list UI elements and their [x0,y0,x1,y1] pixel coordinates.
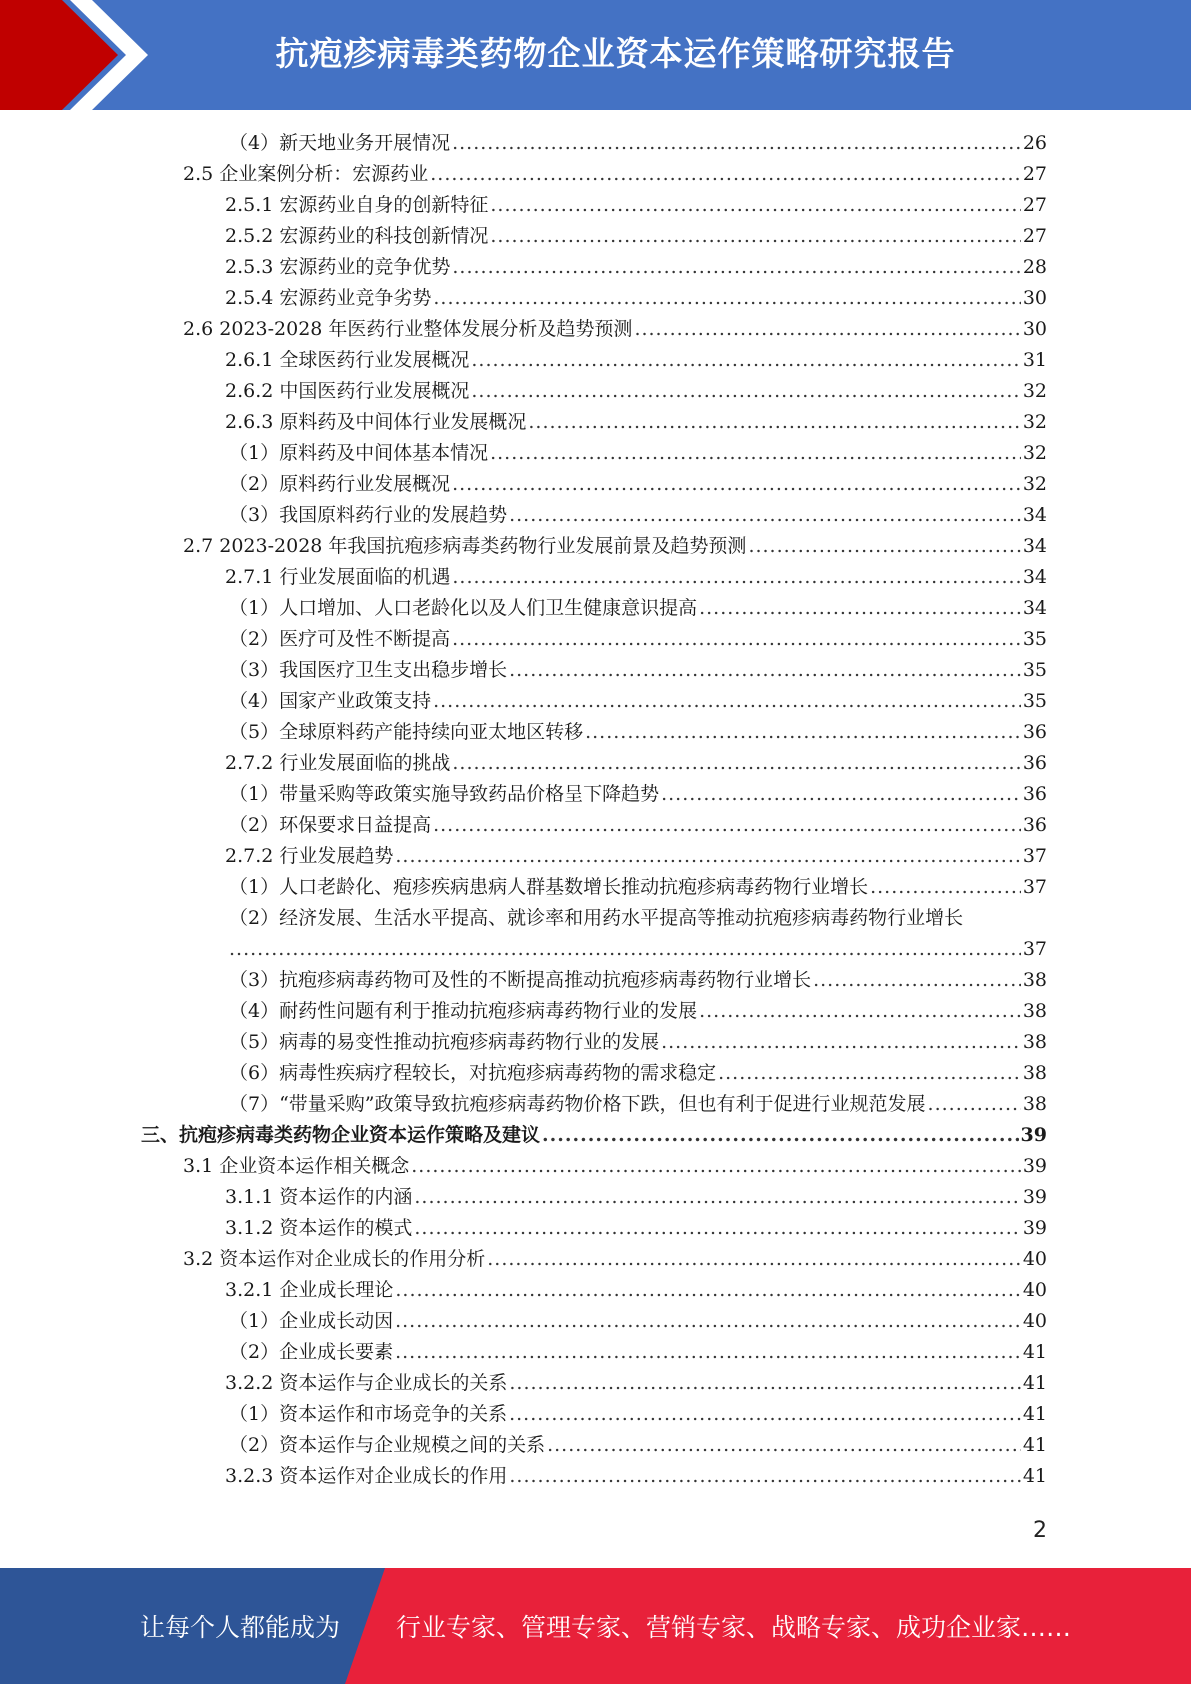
toc-entry-text: （2）环保要求日益提高 [229,814,432,836]
toc-page-number: 32 [1022,411,1047,433]
toc-leader-dots [585,717,1021,748]
toc-entry[interactable] [229,655,1047,686]
toc-entry-text: （1）人口增加、人口老龄化以及人们卫生健康意识提高 [229,597,698,619]
toc-entry-text: 3.2.1 企业成长理论 [225,1279,394,1301]
toc-entry[interactable] [229,1058,1047,1089]
report-title: 抗疱疹病毒类药物企业资本运作策略研究报告 [275,34,956,73]
toc-entry-text: （1）人口老龄化、疱疹疾病患病人群基数增长推动抗疱疹病毒药物行业增长 [229,876,869,898]
toc-entry-text: （6）病毒性疾病疗程较长，对抗疱疹病毒药物的需求稳定 [229,1062,717,1084]
toc-leader-dots [471,376,1020,407]
toc-entry-text: 3.1.2 资本运作的模式 [225,1217,413,1239]
toc-entry-text: （4）新天地业务开展情况 [229,132,451,154]
toc-page-number: 38 [1022,1000,1047,1022]
toc-entry-text: 三、抗疱疹病毒类药物企业资本运作策略及建议 [141,1124,541,1146]
toc-page-number: 38 [1022,1062,1047,1084]
toc-entry-text: 2.6 2023-2028 年医药行业整体发展分析及趋势预测 [183,318,633,340]
toc-entry[interactable] [229,624,1047,655]
toc-leader-dots [547,1430,1021,1461]
toc-leader-dots [414,1213,1020,1244]
toc-entry-text: （3）我国医疗卫生支出稳步增长 [229,659,508,681]
toc-entry[interactable] [229,779,1047,810]
toc-entry[interactable] [183,159,1047,190]
toc-entry[interactable] [225,748,1047,779]
toc-entry[interactable] [141,1120,1047,1151]
toc-page-number: 36 [1022,814,1047,836]
toc-entry-text: 3.1 企业资本运作相关概念 [183,1155,410,1177]
toc-page-number: 34 [1022,535,1047,557]
toc-entry-text: （1）资本运作和市场竞争的关系 [229,1403,508,1425]
toc-entry[interactable] [225,1182,1047,1213]
toc-leader-dots [509,1399,1021,1430]
toc-entry-text: （3）我国原料药行业的发展趋势 [229,504,508,526]
toc-leader-dots [452,252,1020,283]
toc-entry[interactable] [229,810,1047,841]
toc-entry-text: 2.5.3 宏源药业的竞争优势 [225,256,451,278]
toc-leader-dots [490,190,1020,221]
toc-leader-dots [452,748,1020,779]
toc-entry[interactable] [229,996,1047,1027]
toc-page-number: 40 [1022,1310,1047,1332]
toc-entry[interactable] [229,1430,1047,1461]
toc-entry-text: （2）企业成长要素 [229,1341,394,1363]
toc-entry[interactable] [229,1399,1047,1430]
toc-page-number: 39 [1022,1217,1047,1239]
toc-leader-dots [433,283,1020,314]
toc-entry-text: （2）经济发展、生活水平提高、就诊率和用药水平提高等推动抗疱疹病毒药物行业增长 [229,907,964,929]
toc-entry-text: （4）耐药性问题有利于推动抗疱疹病毒药物行业的发展 [229,1000,698,1022]
toc-leader-dots [490,438,1021,469]
toc-page-number: 35 [1022,690,1047,712]
toc-entry[interactable] [225,1461,1047,1492]
toc-page-number: 40 [1022,1248,1047,1270]
toc-page-number: 32 [1022,380,1047,402]
toc-leader-dots [813,965,1021,996]
toc-entry[interactable] [225,376,1047,407]
toc-page-number: 41 [1022,1341,1047,1363]
toc-page-number: 32 [1022,442,1047,464]
toc-leader-dots [928,1089,1021,1120]
toc-page-number: 31 [1022,349,1047,371]
toc-entry[interactable] [229,593,1047,624]
toc-entry-text: （4）国家产业政策支持 [229,690,432,712]
toc-entry[interactable] [183,1151,1047,1182]
toc-leader-dots [634,314,1020,345]
toc-page-number: 34 [1022,566,1047,588]
toc-page-number: 35 [1022,659,1047,681]
toc-leader-dots [699,996,1021,1027]
toc-entry-text: （5）病毒的易变性推动抗疱疹病毒药物行业的发展 [229,1031,660,1053]
toc-entry-text: （1）企业成长动因 [229,1310,394,1332]
toc-leader-dots [452,624,1021,655]
toc-entry[interactable] [229,500,1047,531]
toc-entry-text: 2.5 企业案例分析：宏源药业 [183,163,429,185]
toc-page-number: 37 [1022,938,1047,960]
toc-entry[interactable] [225,407,1047,438]
toc-leader-dots [395,1306,1021,1337]
toc-page-number: 27 [1022,225,1047,247]
toc-page-number: 37 [1022,845,1047,867]
toc-leader-dots [718,1058,1021,1089]
toc-page-number: 39 [1022,1155,1047,1177]
toc-entry[interactable] [229,438,1047,469]
toc-leader-dots [414,1182,1020,1213]
toc-entry[interactable] [225,221,1047,252]
footer-slogan-right: 行业专家、管理专家、营销专家、战略专家、成功企业家…… [396,1613,1072,1642]
toc-leader-dots [471,345,1020,376]
toc-entry-text: 2.5.4 宏源药业竞争劣势 [225,287,432,309]
toc-entry-text: （2）医疗可及性不断提高 [229,628,451,650]
toc-leader-dots [509,655,1021,686]
toc-entry[interactable] [183,1244,1047,1275]
toc-entry[interactable] [229,872,1047,903]
toc-leader-dots [452,469,1021,500]
toc-entry[interactable] [229,128,1047,159]
toc-entry-text: 2.7.2 行业发展面临的挑战 [225,752,451,774]
toc-leader-dots [509,1368,1020,1399]
toc-page-number: 37 [1022,876,1047,898]
toc-page-number: 36 [1022,783,1047,805]
toc-page-number: 38 [1022,969,1047,991]
toc-page-number: 26 [1022,132,1047,154]
toc-entry[interactable] [183,314,1047,345]
toc-entry[interactable] [225,1275,1047,1306]
toc-page-number: 30 [1022,318,1047,340]
toc-leader-dots [395,1337,1021,1368]
toc-page-number: 41 [1022,1465,1047,1487]
toc-leader-dots [661,779,1021,810]
toc-entry[interactable] [229,1089,1047,1120]
toc-leader-dots [411,1151,1021,1182]
toc-page-number: 41 [1022,1372,1047,1394]
toc-leader-dots [430,159,1021,190]
toc-page-number: 27 [1022,163,1047,185]
footer-slogan-left: 让每个人都能成为 [140,1613,341,1642]
toc-entry-text: （5）全球原料药产能持续向亚太地区转移 [229,721,584,743]
toc-entry-text: （1）带量采购等政策实施导致药品价格呈下降趋势 [229,783,660,805]
toc-leader-dots [542,1120,1019,1151]
toc-leader-dots [229,934,1021,965]
toc-entry-text: 2.6.3 原料药及中间体行业发展概况 [225,411,527,433]
toc-leader-dots [748,531,1020,562]
toc-page-number: 40 [1022,1279,1047,1301]
toc-entry[interactable] [183,531,1047,562]
toc-leader-dots [870,872,1021,903]
toc-entry[interactable] [229,1306,1047,1337]
toc-entry-text: （1）原料药及中间体基本情况 [229,442,489,464]
page-number: 2 [1033,1518,1047,1543]
toc-entry-text: 2.7 2023-2028 年我国抗疱疹病毒类药物行业发展前景及趋势预测 [183,535,747,557]
toc-entry-text: 2.6.2 中国医药行业发展概况 [225,380,470,402]
toc-page-number: 32 [1022,473,1047,495]
toc-entry[interactable] [225,1368,1047,1399]
toc-entry[interactable] [229,686,1047,717]
toc-entry-text: 3.2.2 资本运作与企业成长的关系 [225,1372,508,1394]
toc-entry[interactable] [229,965,1047,996]
toc-page-number: 36 [1022,721,1047,743]
toc-entry[interactable] [229,717,1047,748]
toc-entry-text: 3.2.3 资本运作对企业成长的作用 [225,1465,508,1487]
toc-entry-text: （2）资本运作与企业规模之间的关系 [229,1434,546,1456]
toc-page-number: 41 [1022,1403,1047,1425]
toc-entry-text: 2.6.1 全球医药行业发展概况 [225,349,470,371]
toc-entry[interactable] [225,841,1047,872]
toc-entry-text: 2.7.1 行业发展面临的机遇 [225,566,451,588]
page-header [0,0,1191,110]
toc-entry-text: 3.2 资本运作对企业成长的作用分析 [183,1248,486,1270]
toc-entry-text: 2.5.2 宏源药业的科技创新情况 [225,225,489,247]
toc-entry-text: （2）原料药行业发展概况 [229,473,451,495]
toc-entry[interactable] [225,252,1047,283]
toc-page-number: 35 [1022,628,1047,650]
toc-page-number: 41 [1022,1434,1047,1456]
toc-entry[interactable] [229,469,1047,500]
toc-entry-text: （7）“带量采购”政策导致抗疱疹病毒药物价格下跌，但也有利于促进行业规范发展 [229,1093,926,1115]
toc-entry-text: 2.5.1 宏源药业自身的创新特征 [225,194,489,216]
toc-leader-dots [490,221,1020,252]
toc-entry[interactable] [225,1213,1047,1244]
toc-entry[interactable] [229,1337,1047,1368]
toc-page-number: 34 [1022,597,1047,619]
toc-leader-dots [452,128,1021,159]
toc-entry[interactable] [225,283,1047,314]
toc-page-number: 39 [1022,1186,1047,1208]
toc-leader-dots [661,1027,1021,1058]
toc-page-number: 38 [1022,1093,1047,1115]
toc-leader-dots [433,686,1021,717]
toc-page-number: 28 [1022,256,1047,278]
toc-entry[interactable] [225,190,1047,221]
toc-page-number: 30 [1022,287,1047,309]
toc-entry-text: 3.1.1 资本运作的内涵 [225,1186,413,1208]
toc-page-number: 27 [1022,194,1047,216]
toc-leader-dots [433,810,1021,841]
toc-leader-dots [509,1461,1020,1492]
toc-page-number: 34 [1022,504,1047,526]
toc-entry[interactable] [229,903,1047,965]
page-footer [0,1568,1191,1684]
toc-page-number: 36 [1022,752,1047,774]
toc-entry[interactable] [225,562,1047,593]
toc-leader-dots [509,500,1021,531]
toc-leader-dots [699,593,1021,624]
toc-entry[interactable] [225,345,1047,376]
toc-leader-dots [528,407,1020,438]
toc-leader-dots [452,562,1020,593]
toc-leader-dots [395,841,1020,872]
toc-page-number: 38 [1022,1031,1047,1053]
toc-entry[interactable] [229,1027,1047,1058]
toc-leader-dots [395,1275,1020,1306]
toc-leader-dots [487,1244,1021,1275]
toc-entry-text: 2.7.2 行业发展趋势 [225,845,394,867]
toc-page-number: 39 [1020,1124,1047,1146]
toc-entry-text: （3）抗疱疹病毒药物可及性的不断提高推动抗疱疹病毒药物行业增长 [229,969,812,991]
